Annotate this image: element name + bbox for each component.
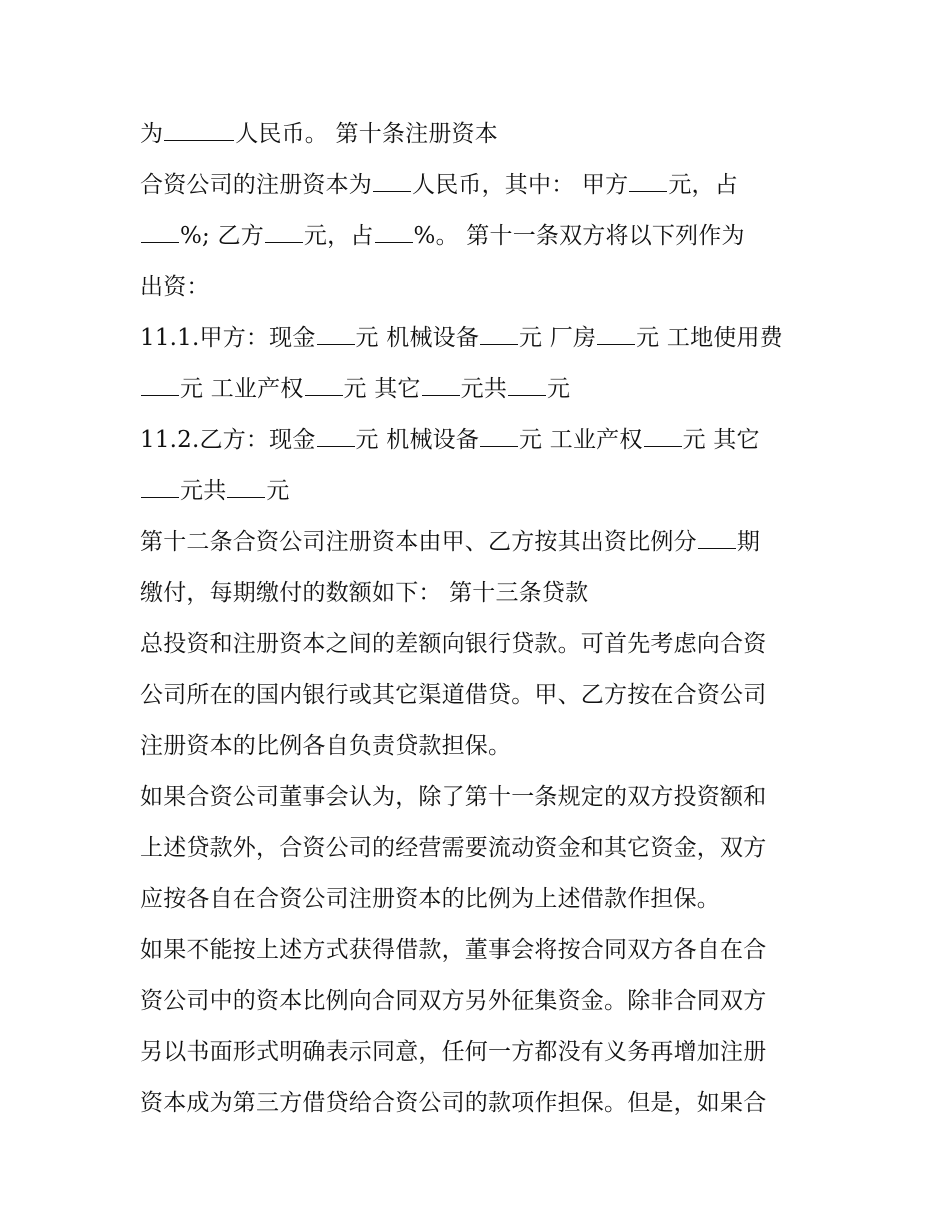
fill-in-blank [317, 446, 355, 447]
text-line [140, 721, 830, 772]
fill-in-blank [265, 242, 303, 243]
fill-in-blank [227, 497, 265, 498]
text-segment: 注册资本的比例各自负责贷款担保。 [140, 733, 512, 759]
text-segment: 人民币，其中： 甲方 [412, 172, 629, 198]
fill-in-blank [629, 191, 667, 192]
text-line [140, 160, 830, 211]
text-line [140, 364, 830, 415]
text-segment: 资本成为第三方借贷给合资公司的款项作担保。但是，如果合 [140, 1090, 767, 1116]
fill-in-blank [164, 140, 234, 141]
text-segment: 人民币。 第十条注册资本 [235, 121, 498, 147]
fill-in-blank [480, 446, 518, 447]
text-segment: 元 厂房 [519, 325, 597, 351]
text-line [140, 211, 830, 262]
text-line [140, 976, 830, 1027]
text-segment: 元 工业产权 [519, 427, 643, 453]
text-segment: 元 其它 [682, 427, 760, 453]
fill-in-blank [375, 242, 413, 243]
text-segment: 元 机械设备 [355, 427, 480, 453]
text-segment: 元共 [460, 376, 508, 402]
fill-in-blank [141, 497, 179, 498]
text-segment: 缴付，每期缴付的数额如下： 第十三条贷款 [140, 580, 589, 606]
text-line [140, 823, 830, 874]
text-segment: 元共 [180, 478, 227, 504]
text-segment: 元，占 [668, 172, 738, 198]
text-segment: %。 第十一条双方将以下列作为 [413, 223, 745, 249]
text-line [140, 415, 830, 466]
text-segment: 上述贷款外，合资公司的经营需要流动资金和其它资金，双方 [140, 835, 767, 861]
fill-in-blank [373, 191, 411, 192]
fill-in-blank [508, 395, 546, 396]
text-line [140, 109, 830, 160]
text-segment: 元 其它 [343, 376, 421, 402]
text-segment: 资公司中的资本比例向合同双方另外征集资金。除非合同双方 [140, 988, 767, 1014]
text-line [140, 925, 830, 976]
text-segment: 元，占 [303, 223, 374, 249]
text-segment: 元 [266, 478, 290, 504]
text-segment: 第十二条合资公司注册资本由甲、乙方按其出资比例分 [140, 529, 697, 555]
text-line [140, 1027, 830, 1078]
text-line [140, 1078, 830, 1129]
text-line [140, 313, 830, 364]
fill-in-blank [141, 395, 179, 396]
text-line [140, 517, 830, 568]
text-segment: 总投资和注册资本之间的差额向银行贷款。可首先考虑向合资 [140, 631, 767, 657]
text-segment: 应按各自在合资公司注册资本的比例为上述借款作担保。 [140, 886, 720, 912]
text-segment: 合资公司的注册资本为 [140, 172, 372, 198]
fill-in-blank [698, 548, 736, 549]
text-line [140, 262, 830, 313]
fill-in-blank [480, 344, 518, 345]
text-segment: 元 [547, 376, 571, 402]
fill-in-blank [422, 395, 460, 396]
text-segment: %; 乙方 [180, 223, 264, 249]
text-segment: 元 工业产权 [180, 376, 304, 402]
text-segment: 11.2.乙方：现金 [140, 427, 316, 453]
text-segment: 公司所在的国内银行或其它渠道借贷。甲、乙方按在合资公司 [140, 682, 767, 708]
text-line [140, 772, 830, 823]
fill-in-blank [317, 344, 355, 345]
document-body [140, 109, 830, 1129]
fill-in-blank [141, 242, 179, 243]
fill-in-blank [644, 446, 682, 447]
text-segment: 11.1.甲方：现金 [140, 325, 316, 351]
text-line [140, 874, 830, 925]
text-segment: 另以书面形式明确表示同意，任何一方都没有义务再增加注册 [140, 1039, 767, 1065]
text-line [140, 466, 830, 517]
text-line [140, 568, 830, 619]
text-segment: 为 [140, 121, 164, 147]
text-segment: 期 [736, 529, 761, 555]
text-segment: 元 工地使用费 [636, 325, 783, 351]
text-line [140, 670, 830, 721]
text-segment: 出资： [140, 274, 210, 300]
text-segment: 元 机械设备 [355, 325, 480, 351]
text-segment: 如果不能按上述方式获得借款，董事会将按合同双方各自在合 [140, 937, 767, 963]
fill-in-blank [597, 344, 635, 345]
text-line [140, 619, 830, 670]
text-segment: 如果合资公司董事会认为，除了第十一条规定的双方投资额和 [140, 784, 767, 810]
fill-in-blank [305, 395, 343, 396]
